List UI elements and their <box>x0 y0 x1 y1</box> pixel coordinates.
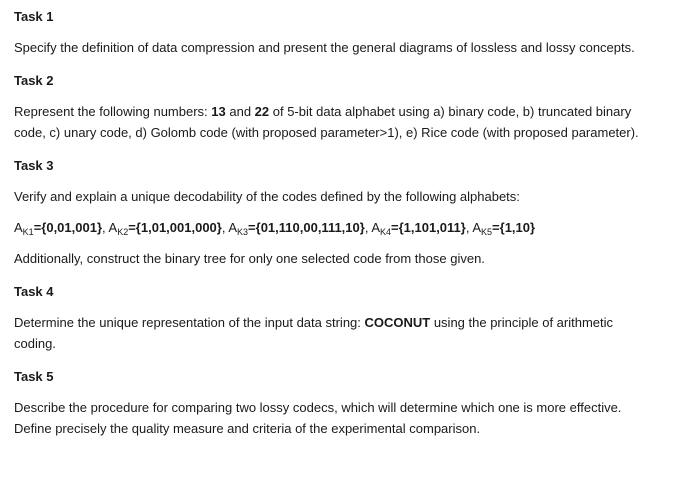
task-3-text: Verify and explain a unique decodability of the codes defined by the following alphabets: <box>14 189 520 204</box>
alphabet-list: $A_{K1}=\{0,01,001\}$, $A_{K2}=\{1,01,001,000\}$, $A_{K3}=\{01,110,00,111,10\}$, $A_{K4}=\{1,101,011\}$, $A_{K5}=\{1,10\}$ <box>14 220 536 237</box>
task-5-section <box>14 366 660 439</box>
task-5-text: Describe the procedure for comparing two lossy codecs, which will determine which one is more effective. Define precisely the quality measure and criteria of the experimental comparison. <box>14 400 622 436</box>
task-2-text-and: and <box>225 104 255 119</box>
alphabet-k1: $A_{K1}=\{0,01,001\}$ <box>14 220 103 237</box>
task-5-heading: Task 5 <box>14 369 54 384</box>
task-2-text-pre: Represent the following numbers: <box>14 104 212 119</box>
number-22: 22 <box>254 104 270 119</box>
task-4-section <box>14 281 660 354</box>
alphabet-k5: $A_{K5}=\{1,10\}$ <box>472 220 536 237</box>
task-3-section <box>14 155 660 269</box>
task-4-text-pre: Determine the unique representation of the input data string: <box>14 315 365 330</box>
task-2-text <box>14 101 644 143</box>
task-4-text-post: using the principle of arithmetic coding. <box>14 315 614 351</box>
alphabet-k2: $A_{K2}=\{1,01,001,000\}$ <box>108 220 222 237</box>
alphabet-k3: $A_{K3}=\{01,110,00,111,10\}$ <box>228 220 365 237</box>
task-2-section <box>14 70 660 143</box>
task-3-heading: Task 3 <box>14 158 54 173</box>
task-2-text-post: of 5-bit data alphabet using a) binary code, b) truncated binary code, c) unary code, d) Golomb code (with proposed parameter>1), e) Rice code (with proposed parameter). <box>14 104 639 140</box>
task-4-heading: Task 4 <box>14 284 54 299</box>
task-4-text <box>14 312 644 354</box>
task-1-section <box>14 6 660 58</box>
task-1-text: Specify the definition of data compression and present the general diagrams of lossless and lossy concepts. <box>14 40 635 55</box>
task-1-heading: Task 1 <box>14 9 54 24</box>
keyword-coconut: COCONUT <box>364 315 431 330</box>
alphabet-k4: $A_{K4}=\{1,101,011\}$ <box>371 220 466 237</box>
task-2-heading: Task 2 <box>14 73 54 88</box>
task-3-extra: Additionally, construct the binary tree for only one selected code from those given. <box>14 251 485 266</box>
number-13: 13 <box>211 104 226 119</box>
